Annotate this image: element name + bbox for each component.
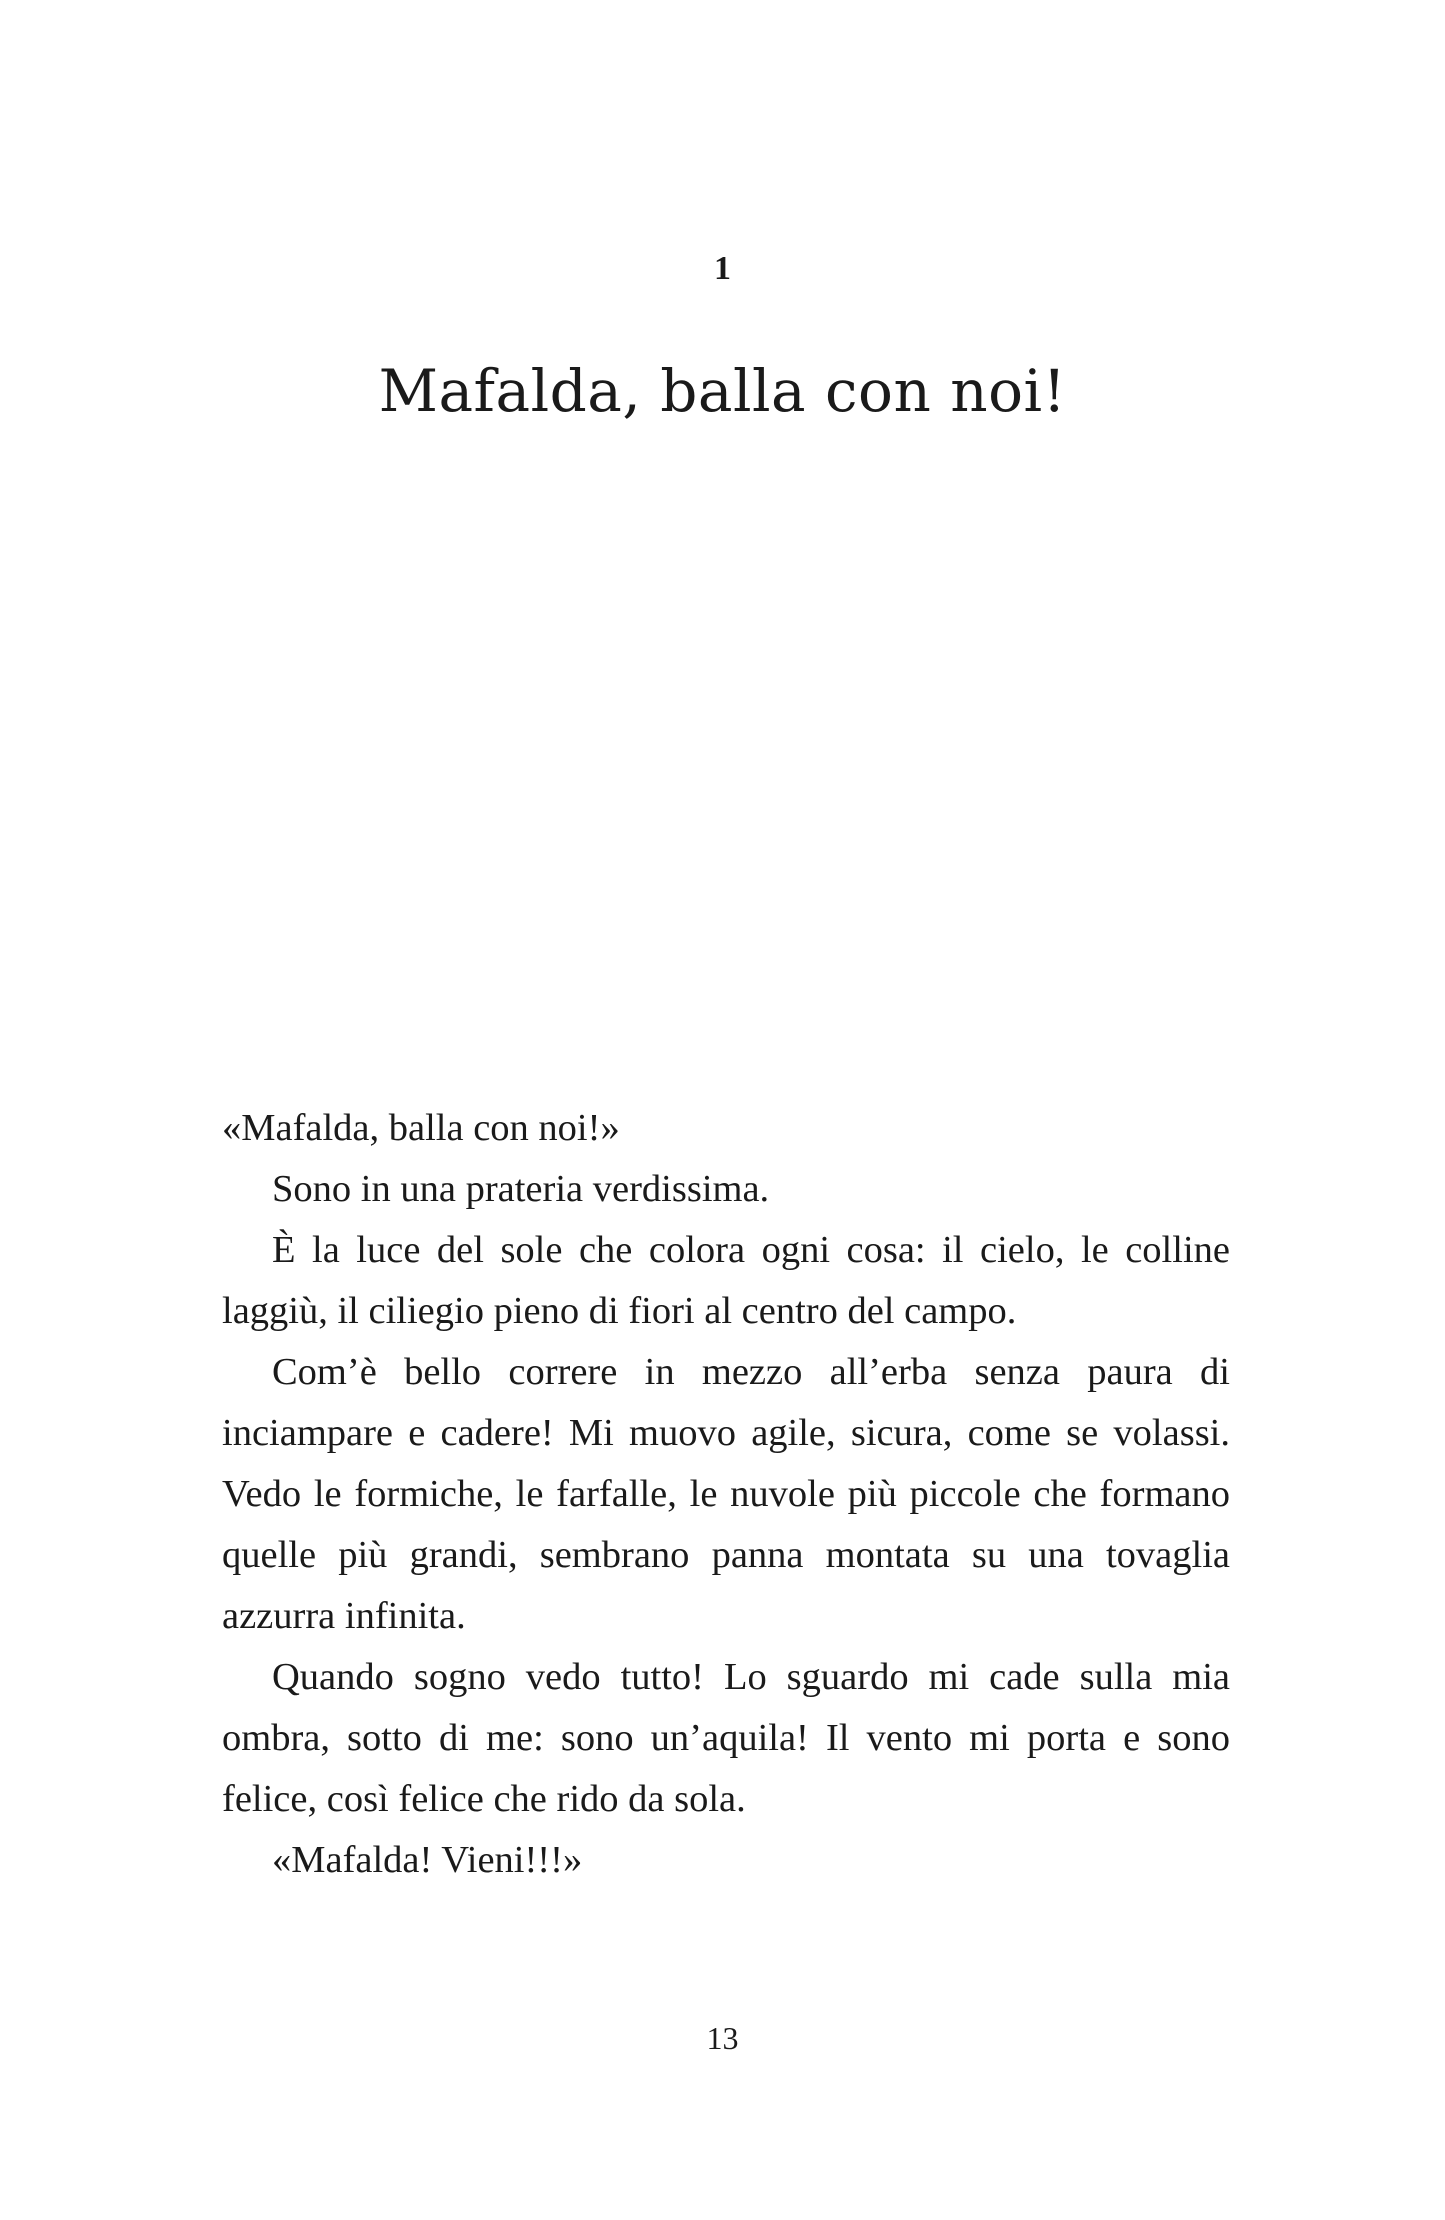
chapter-body <box>222 1098 1230 1891</box>
paragraph: È la luce del sole che colora ogni cosa: il cielo, le colline laggiù, il ciliegio pieno di fiori al centro del campo. <box>222 1229 1230 1332</box>
chapter-number: 1 <box>714 250 731 287</box>
paragraph: Quando sogno vedo tutto! Lo sguardo mi cade sulla mia ombra, sotto di me: sono un’aquila! Il vento mi porta e sono felice, così felice che rido da sola. <box>222 1656 1230 1820</box>
paragraph: «Mafalda, balla con noi!» <box>222 1107 620 1149</box>
page-number: 13 <box>706 2020 739 2056</box>
paragraph: Sono in una prateria verdissima. <box>272 1168 770 1210</box>
paragraph: Com’è bello correre in mezzo all’erba senza paura di inciampare e cadere! Mi muovo agile, sicura, come se volassi. Vedo le formiche, le farfalle, le nuvole più piccole che formano quelle più grandi, sembrano panna montata su una tovaglia azzurra infinita. <box>222 1351 1230 1637</box>
chapter-title: Mafalda, balla con noi! <box>378 357 1067 425</box>
paragraph: «Mafalda! Vieni!!!» <box>272 1839 583 1881</box>
